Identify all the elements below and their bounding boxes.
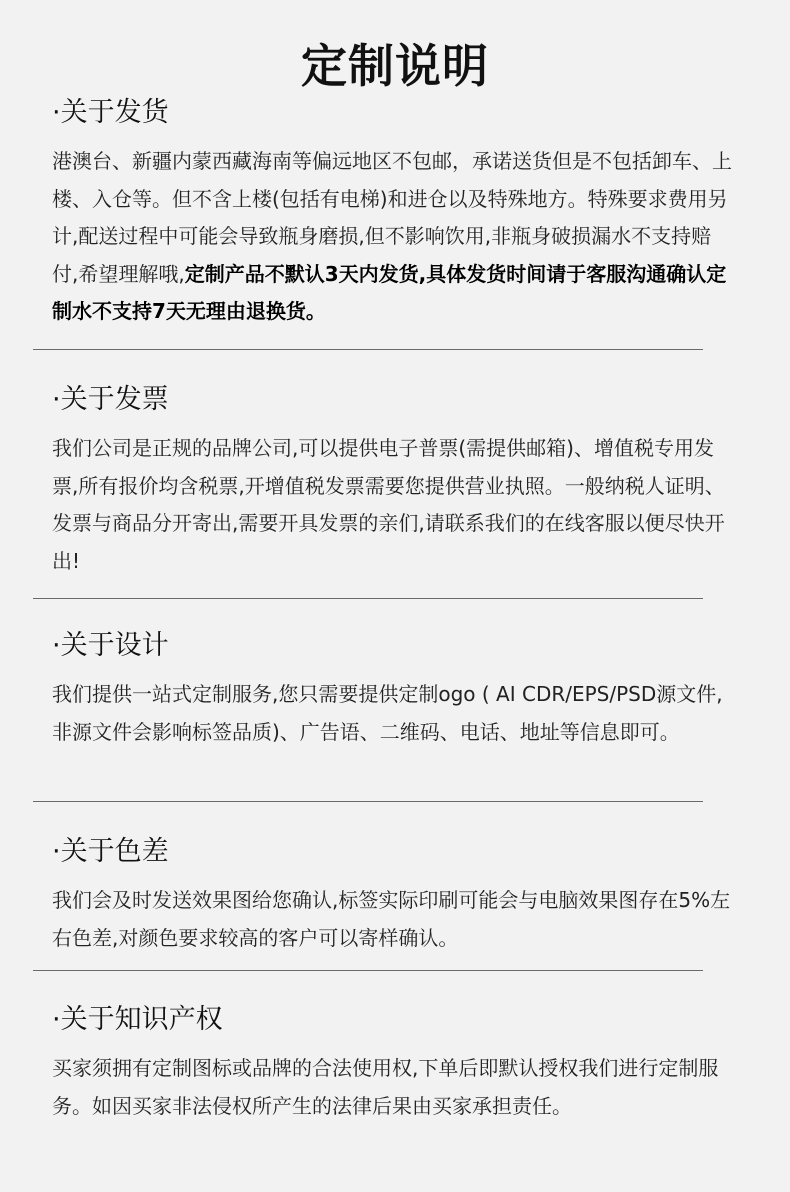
section-design (52, 628, 732, 751)
section-heading-shipping: ·关于发货 (52, 97, 169, 128)
shipping-text: 港澳台、新疆内蒙西藏海南等偏远地区不包邮，承诺送货但是不包括卸车、上楼、入仓等。但不含上楼(包括有电梯)和进仓以及特殊地方。特殊要求费用另计,配送过程中可能会导致瓶身磨损,但不影响饮用,非瓶身破损漏水不支持赔付,希望理解哦, (52, 149, 732, 286)
section-heading-design: ·关于设计 (52, 630, 169, 661)
page-title: 定制说明 (301, 39, 489, 93)
section-body-intellectual-property: 买家须拥有定制图标或品牌的合法使用权,下单后即默认授权我们进行定制服务。如因买家非法侵权所产生的法律后果由买家承担责任。 (52, 1056, 719, 1118)
divider (33, 970, 703, 971)
section-color-difference (52, 834, 732, 957)
section-heading-invoice: ·关于发票 (52, 384, 169, 415)
section-body-shipping (52, 143, 732, 331)
section-heading-color-difference: ·关于色差 (52, 836, 169, 867)
section-heading-intellectual-property: ·关于知识产权 (52, 1004, 223, 1035)
section-invoice (52, 382, 732, 580)
section-body-invoice: 我们公司是正规的品牌公司,可以提供电子普票(需提供邮箱)、增值税专用发票,所有报价均含税票,开增值税发票需要您提供营业执照。一般纳税人证明、发票与商品分开寄出,需要开具发票的亲们,请联系我们的在线客服以便尽快开出! (52, 436, 725, 573)
section-body-design: 我们提供一站式定制服务,您只需要提供定制ogo ( AI CDR/EPS/PSD源文件,非源文件会影响标签品质)、广告语、二维码、电话、地址等信息即可。 (52, 682, 723, 744)
section-shipping (52, 95, 732, 331)
divider (33, 801, 703, 802)
shipping-text-emphasis: 定制产品不默认3天内发货,具体发货时间请于客服沟通确认定制水不支持7天无理由退换货。 (52, 261, 727, 323)
divider (33, 598, 703, 599)
section-body-color-difference: 我们会及时发送效果图给您确认,标签实际印刷可能会与电脑效果图存在5%左右色差,对颜色要求较高的客户可以寄样确认。 (52, 888, 731, 950)
section-intellectual-property (52, 1002, 732, 1125)
divider (33, 349, 703, 350)
